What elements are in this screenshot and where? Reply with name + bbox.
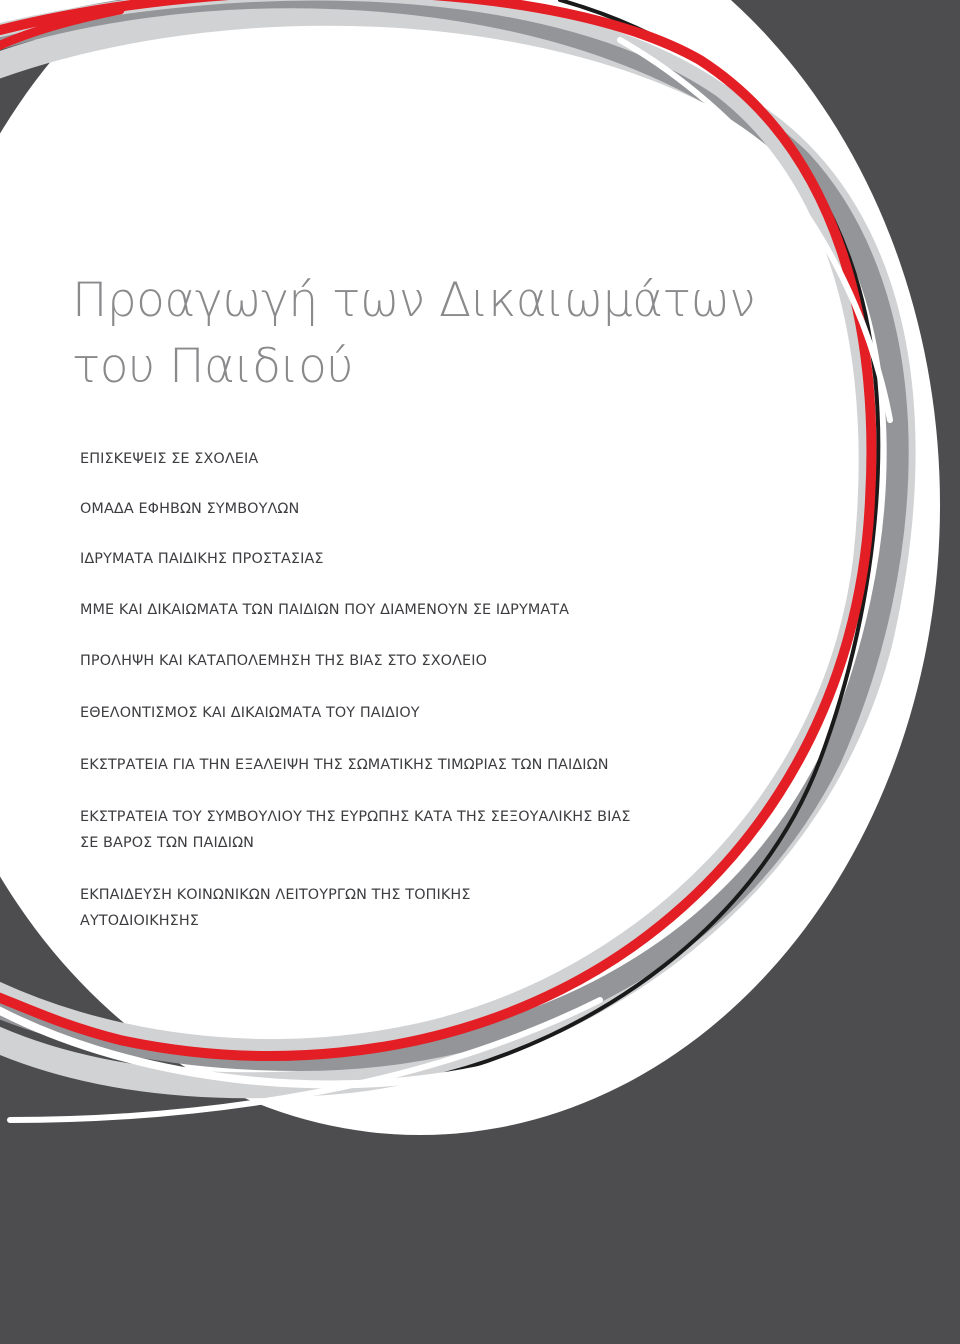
- topic-line: ΜΜΕ ΚΑΙ ΔΙΚΑΙΩΜΑΤΑ ΤΩΝ ΠΑΙΔΙΩΝ ΠΟΥ ΔΙΑΜΕΝΟΥΝ ΣΕ ΙΔΡΥΜΑΤΑ: [80, 602, 570, 618]
- topic-line: ΕΠΙΣΚΕΨΕΙΣ ΣΕ ΣΧΟΛΕΙΑ: [80, 451, 259, 467]
- topic-item: [80, 700, 720, 726]
- topic-item: [80, 546, 720, 572]
- topic-line: ΣΕ ΒΑΡΟΣ ΤΩΝ ΠΑΙΔΙΩΝ: [80, 835, 255, 851]
- topics-list: [80, 446, 720, 934]
- topic-item: [80, 752, 720, 778]
- topic-line: ΕΚΣΤΡΑΤΕΙΑ ΤΟΥ ΣΥΜΒΟΥΛΙΟΥ ΤΗΣ ΕΥΡΩΠΗΣ ΚΑΤΑ ΤΗΣ ΣΕΞΟΥΑΛΙΚΗΣ ΒΙΑΣ: [80, 809, 631, 825]
- title-line-2: του Παιδιού: [72, 339, 354, 394]
- topic-item: [80, 597, 720, 623]
- topic-line: ΕΘΕΛΟΝΤΙΣΜΟΣ ΚΑΙ ΔΙΚΑΙΩΜΑΤΑ ΤΟΥ ΠΑΙΔΙΟΥ: [80, 705, 420, 721]
- topic-line: ΕΚΠΑΙΔΕΥΣΗ ΚΟΙΝΩΝΙΚΩΝ ΛΕΙΤΟΥΡΓΩΝ ΤΗΣ ΤΟΠΙΚΗΣ: [80, 887, 471, 903]
- topic-item: [80, 804, 720, 856]
- topic-item: [80, 446, 720, 472]
- title-line-1: Προαγωγή των Δικαιωμάτων: [72, 273, 756, 328]
- page-title: [72, 268, 755, 400]
- topic-item: [80, 648, 720, 674]
- topic-item: [80, 882, 720, 934]
- topic-line: ΟΜΑΔΑ ΕΦΗΒΩΝ ΣΥΜΒΟΥΛΩΝ: [80, 501, 300, 517]
- topic-line: ΙΔΡΥΜΑΤΑ ΠΑΙΔΙΚΗΣ ΠΡΟΣΤΑΣΙΑΣ: [80, 551, 324, 567]
- topic-line: ΠΡΟΛΗΨΗ ΚΑΙ ΚΑΤΑΠΟΛΕΜΗΣΗ ΤΗΣ ΒΙΑΣ ΣΤΟ ΣΧΟΛΕΙΟ: [80, 653, 488, 669]
- topic-item: [80, 496, 720, 522]
- topic-line: ΕΚΣΤΡΑΤΕΙΑ ΓΙΑ ΤΗΝ ΕΞΑΛΕΙΨΗ ΤΗΣ ΣΩΜΑΤΙΚΗΣ ΤΙΜΩΡΙΑΣ ΤΩΝ ΠΑΙΔΙΩΝ: [80, 757, 609, 773]
- topic-line: ΑΥΤΟΔΙΟΙΚΗΣΗΣ: [80, 913, 199, 929]
